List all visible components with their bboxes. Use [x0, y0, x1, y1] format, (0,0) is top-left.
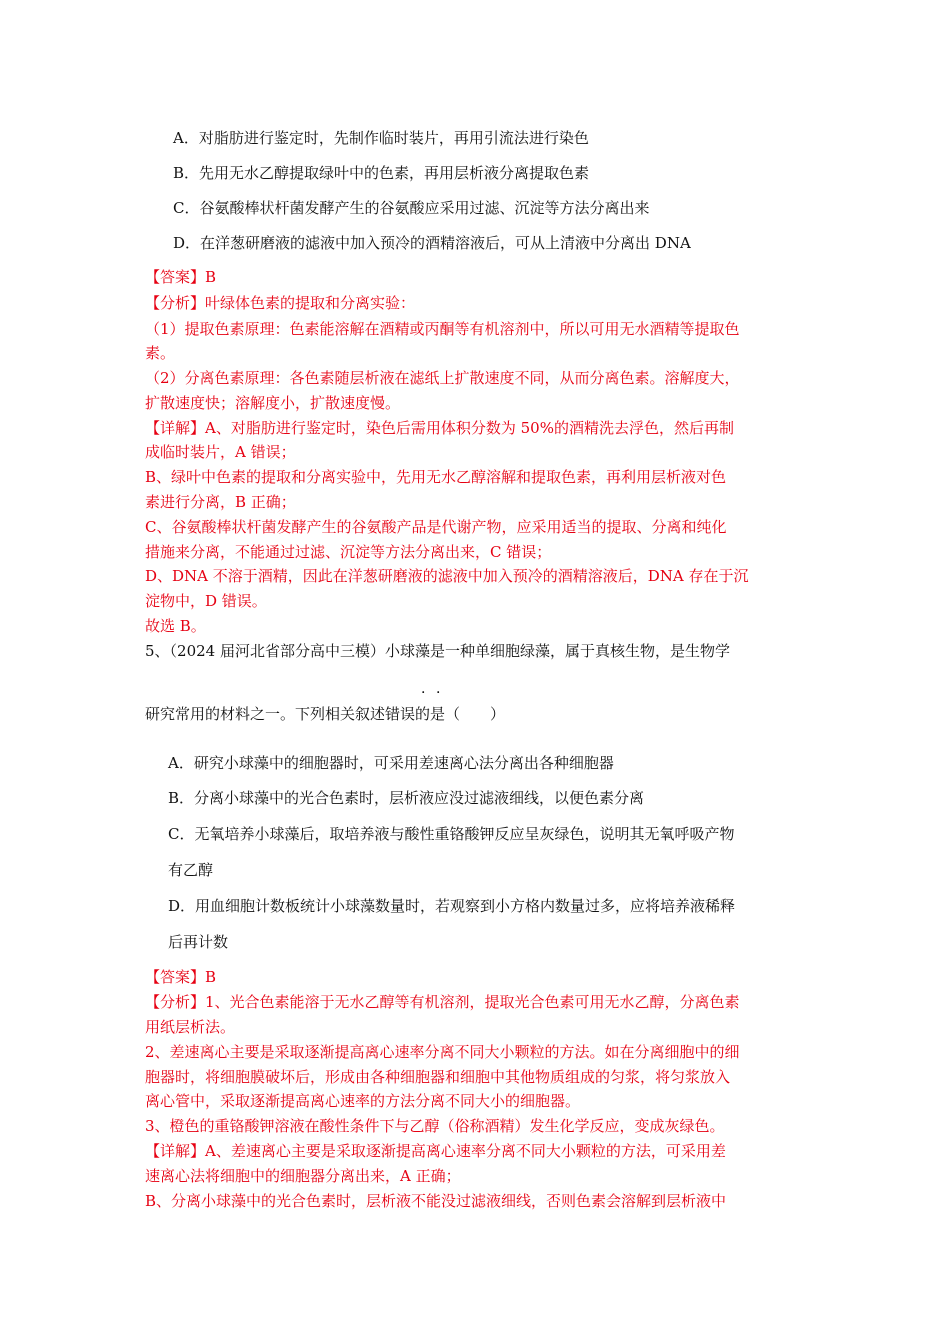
q4-analysis-line: （2）分离色素原理：各色素随层析液在滤纸上扩散速度不同，从而分离色素。溶解度大，	[145, 369, 740, 387]
q5-analysis-line: 离心管中，采取逐渐提高离心速率的方法分离不同大小的细胞器。	[145, 1092, 581, 1110]
q4-detail-line: 成临时装片，A 错误；	[145, 443, 296, 461]
q5-answer: 【答案】B	[145, 968, 217, 986]
q4-detail-line: C、谷氨酸棒状杆菌发酵产生的谷氨酸产品是代谢产物，应采用适当的提取、分离和纯化	[145, 518, 727, 536]
q5-analysis-line: 2、差速离心主要是采取逐渐提高离心速率分离不同大小颗粒的方法。如在分离细胞中的细	[145, 1043, 740, 1061]
q5-detail-line: B、分离小球藻中的光合色素时，层析液不能没过滤液细线，否则色素会溶解到层析液中	[145, 1192, 727, 1210]
q4-detail-line: 素进行分离，B 正确；	[145, 493, 296, 511]
q4-answer: 【答案】B	[145, 268, 217, 286]
q5-option-a: A．研究小球藻中的细胞器时，可采用差速离心法分离出各种细胞器	[168, 754, 614, 772]
q5-analysis-line: 3、橙色的重铬酸钾溶液在酸性条件下与乙醇（俗称酒精）发生化学反应，变成灰绿色。	[145, 1117, 725, 1135]
q4-option-b: B．先用无水乙醇提取绿叶中的色素，再用层析液分离提取色素	[173, 164, 590, 182]
q4-detail-line: B、绿叶中色素的提取和分离实验中，先用无水乙醇溶解和提取色素，再利用层析液对色	[145, 468, 727, 486]
q4-analysis-line: （1）提取色素原理：色素能溶解在酒精或丙酮等有机溶剂中，所以可用无水酒精等提取色	[145, 320, 740, 338]
q4-detail-line: 【详解】A、对脂肪进行鉴定时，染色后需用体积分数为 50%的酒精洗去浮色，然后再制	[145, 419, 734, 437]
q4-analysis-line: 扩散速度快；溶解度小，扩散速度慢。	[145, 394, 401, 412]
q5-analysis-line: 胞器时，将细胞膜破坏后，形成由各种细胞器和细胞中其他物质组成的匀浆，将匀浆放入	[145, 1068, 731, 1086]
q4-option-d: D．在洋葱研磨液的滤液中加入预冷的酒精溶液后，可从上清液中分离出 DNA	[173, 234, 691, 252]
q5-stem-before: 研究常用的材料之一。下列相关叙述	[145, 705, 386, 723]
q4-analysis-line: 素。	[145, 344, 176, 362]
emphasis-dot-mark: ·	[421, 685, 426, 701]
q4-option-a: A．对脂肪进行鉴定时，先制作临时装片，再用引流法进行染色	[173, 129, 589, 147]
q5-analysis-line: 【分析】1、光合色素能溶于无水乙醇等有机溶剂，提取光合色素可用无水乙醇，分离色素	[145, 993, 740, 1011]
q5-option-d-cont: 后再计数	[168, 933, 229, 951]
q4-detail-line: D、DNA 不溶于酒精，因此在洋葱研磨液的滤液中加入预冷的酒精溶液后，DNA 存在于沉	[145, 567, 749, 585]
q5-option-c-cont: 有乙醇	[168, 861, 214, 879]
emphasis-dot-mark: ·	[436, 685, 441, 701]
q5-stem-line1: 5、（2024 届河北省部分高中三模）小球藻是一种单细胞绿藻，属于真核生物，是生物学	[145, 642, 730, 660]
q5-stem-line2	[145, 703, 505, 725]
q5-option-b: B．分离小球藻中的光合色素时，层析液应没过滤液细线，以便色素分离	[168, 789, 645, 807]
q5-option-c: C．无氧培养小球藻后，取培养液与酸性重铬酸钾反应呈灰绿色，说明其无氧呼吸产物	[168, 825, 735, 843]
q5-analysis-line: 用纸层析法。	[145, 1018, 236, 1036]
q5-detail-line: 【详解】A、差速离心主要是采取逐渐提高离心速率分离不同大小颗粒的方法，可采用差	[145, 1142, 726, 1160]
q4-detail-line: 淀物中，D 错误。	[145, 592, 267, 610]
q4-detail-line: 措施来分离，不能通过过滤、沉淀等方法分离出来，C 错误；	[145, 543, 552, 561]
q4-analysis-title: 【分析】叶绿体色素的提取和分离实验：	[145, 294, 416, 312]
q5-detail-line: 速离心法将细胞中的细胞器分离出来，A 正确；	[145, 1167, 461, 1185]
q5-stem-after: 的是（ ）	[415, 705, 506, 723]
q5-stem-emphasis: 错误	[385, 705, 416, 723]
q4-conclusion: 故选 B。	[145, 617, 206, 635]
q4-option-c: C．谷氨酸棒状杆菌发酵产生的谷氨酸应采用过滤、沉淀等方法分离出来	[173, 199, 650, 217]
q5-option-d: D．用血细胞计数板统计小球藻数量时，若观察到小方格内数量过多，应将培养液稀释	[168, 897, 736, 915]
